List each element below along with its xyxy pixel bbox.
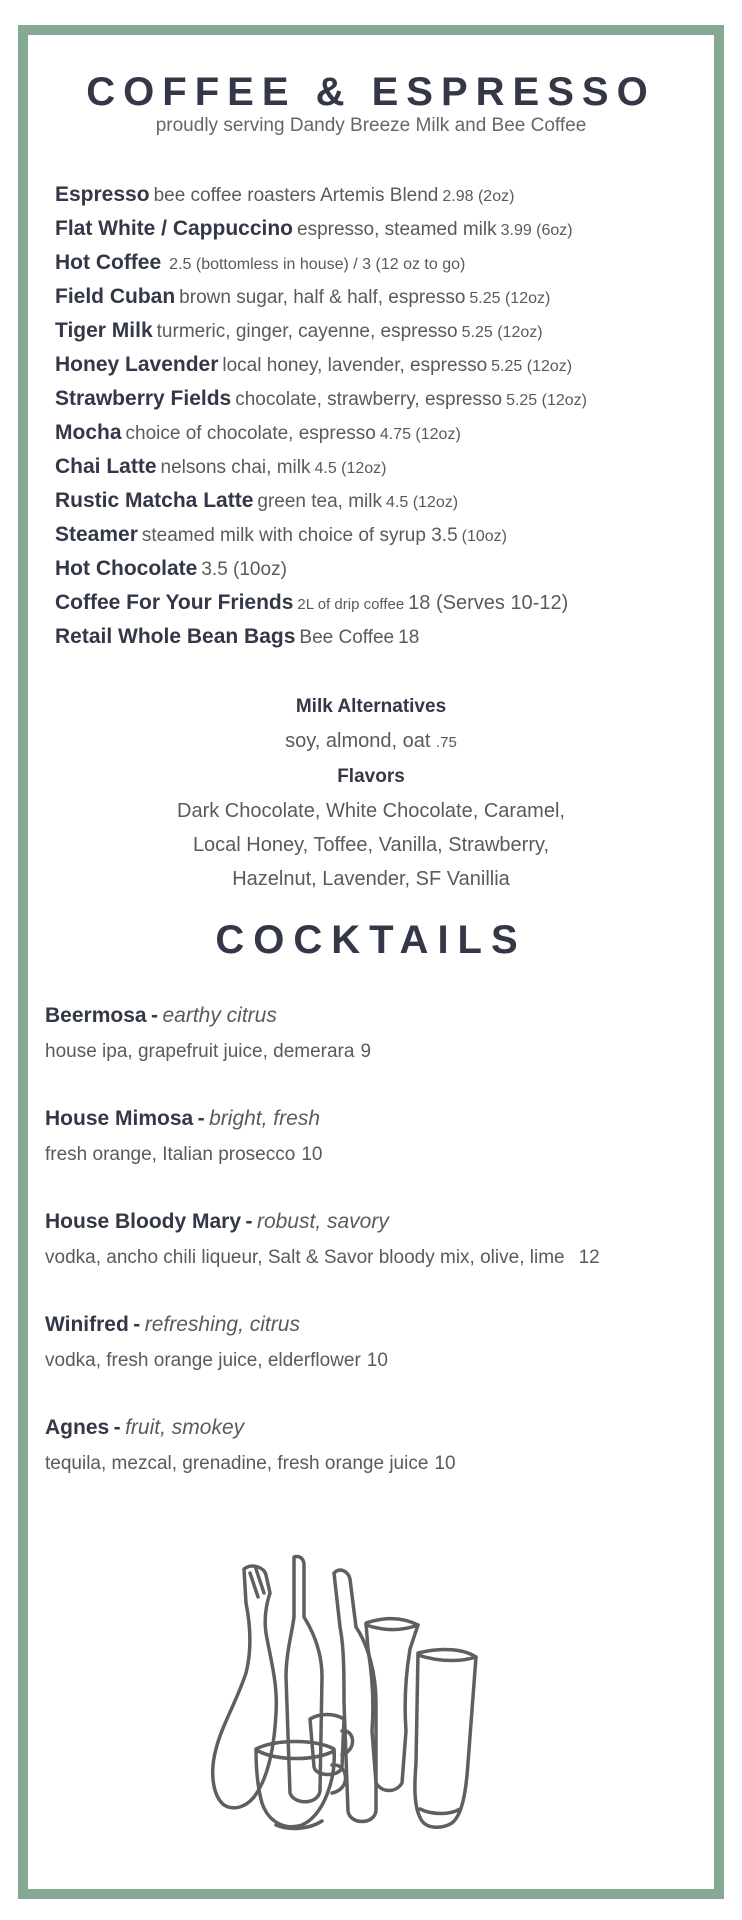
cocktail-header	[45, 998, 694, 1035]
cocktail-tagline: fruit, smokey	[125, 1416, 245, 1439]
cocktail-header	[45, 1101, 694, 1138]
cocktail-header	[45, 1204, 694, 1241]
cocktail-ingredients-line	[45, 1241, 605, 1275]
item-price: 18 (Serves 10-12)	[408, 592, 569, 614]
menu-item-strawberry-fields	[55, 382, 704, 416]
tall-bottle	[286, 1556, 322, 1801]
menu-item-espresso	[55, 178, 704, 212]
cocktail-winifred	[45, 1307, 694, 1378]
menu-frame	[18, 25, 724, 1899]
item-description: bee coffee roasters Artemis Blend	[153, 185, 439, 206]
item-price: 5.25 (12oz)	[469, 290, 551, 307]
menu-item-honey-lavender	[55, 348, 704, 382]
item-name: Coffee For Your Friends	[55, 591, 294, 614]
item-name: Hot Coffee	[55, 251, 162, 274]
cocktail-ingredients: house ipa, grapefruit juice, demerara	[45, 1041, 355, 1062]
item-price: 5.25 (12oz)	[506, 392, 587, 409]
cocktail-ingredients-line	[45, 1344, 605, 1378]
item-description: choice of chocolate, espresso	[125, 423, 376, 444]
cocktail-house-bloody-mary	[45, 1204, 694, 1275]
item-description: steamed milk with choice of syrup 3.5	[141, 525, 458, 546]
item-price: 5.25 (12oz)	[491, 358, 573, 375]
menu-item-retail-whole-bean-bags	[55, 620, 704, 654]
item-name: Steamer	[55, 523, 138, 546]
menu-item-coffee-for-your-friends	[55, 586, 704, 620]
cocktail-tagline: earthy citrus	[162, 1004, 277, 1027]
cocktail-price: 12	[578, 1247, 600, 1268]
item-description: Bee Coffee	[299, 627, 395, 648]
item-name: Espresso	[55, 183, 150, 206]
item-description: nelsons chai, milk	[160, 457, 311, 478]
item-description: brown sugar, half & half, espresso	[179, 287, 466, 308]
cocktail-ingredients: tequila, mezcal, grenadine, fresh orange juice	[45, 1453, 429, 1474]
menu-item-hot-coffee	[55, 246, 704, 280]
cocktail-menu-list	[45, 998, 694, 1513]
cocktail-header	[45, 1410, 694, 1447]
coffee-section-subtitle: proudly serving Dandy Breeze Milk and Bee Coffee	[155, 115, 587, 136]
cocktail-ingredients: fresh orange, Italian prosecco	[45, 1144, 296, 1165]
item-name: Tiger Milk	[55, 319, 153, 342]
cocktail-agnes	[45, 1410, 694, 1481]
bottles-and-glasses-illustration	[206, 1553, 536, 1843]
pint-glass	[415, 1650, 476, 1828]
item-price: 3.99 (6oz)	[500, 222, 573, 239]
cocktail-ingredients-line	[45, 1447, 605, 1481]
cocktail-tagline: bright, fresh	[209, 1107, 320, 1130]
item-price: 4.75 (12oz)	[379, 426, 461, 443]
milk-alternatives-options	[28, 724, 714, 760]
cocktail-ingredients: vodka, fresh orange juice, elderflower	[45, 1350, 361, 1371]
menu-item-chai-latte	[55, 450, 704, 484]
menu-item-field-cuban	[55, 280, 704, 314]
leaning-bottle	[334, 1570, 376, 1821]
cocktail-name: House Mimosa	[45, 1107, 194, 1130]
menu-item-tiger-milk	[55, 314, 704, 348]
cocktail-price: 10	[434, 1453, 456, 1474]
milk-alternatives-heading: Milk Alternatives	[295, 696, 447, 717]
coffee-section-title: COFFEE & ESPRESSO	[86, 70, 656, 114]
milk-alternatives-price: .75	[435, 734, 457, 751]
tall-glass-rim	[366, 1625, 418, 1630]
item-description: 2L of drip coffee	[297, 596, 405, 613]
item-name: Honey Lavender	[55, 353, 219, 376]
cocktail-dash: -	[197, 1107, 205, 1130]
cocktail-beermosa	[45, 998, 694, 1069]
pint-glass-rim	[418, 1655, 476, 1661]
milk-options-text: soy, almond, oat	[285, 730, 431, 752]
item-description: espresso, steamed milk	[297, 219, 497, 240]
cocktail-ingredients-line	[45, 1035, 605, 1069]
item-name: Flat White / Cappuccino	[55, 217, 294, 240]
cocktail-ingredients-line	[45, 1138, 605, 1172]
pint-glass-base	[420, 1809, 460, 1814]
flavors-line: Hazelnut, Lavender, SF Vanillia	[232, 868, 510, 890]
cocktail-house-mimosa	[45, 1101, 694, 1172]
cocktail-price: 10	[301, 1144, 323, 1165]
item-name: Chai Latte	[55, 455, 157, 478]
gourd-bottle	[213, 1566, 277, 1808]
item-description: chocolate, strawberry, espresso	[235, 389, 503, 410]
item-name: Rustic Matcha Latte	[55, 489, 254, 512]
cocktail-price: 10	[366, 1350, 388, 1371]
menu-item-hot-chocolate	[55, 552, 704, 586]
menu-item-rustic-matcha-latte	[55, 484, 704, 518]
cocktail-name: Agnes	[45, 1416, 110, 1439]
item-description: turmeric, ginger, cayenne, espresso	[156, 321, 458, 342]
flavors-heading: Flavors	[337, 766, 405, 787]
gourd-spout-line	[250, 1569, 264, 1597]
item-description: 3.5 (10oz)	[201, 559, 287, 580]
coffee-menu-list	[55, 178, 704, 654]
item-price: 2.98 (2oz)	[442, 188, 515, 205]
menu-item-steamer	[55, 518, 704, 552]
cocktail-name: Beermosa	[45, 1004, 147, 1027]
cocktail-tagline: refreshing, citrus	[144, 1313, 300, 1336]
item-name: Field Cuban	[55, 285, 176, 308]
item-name: Hot Chocolate	[55, 557, 198, 580]
item-price: (10oz)	[461, 528, 507, 545]
item-price: 5.25 (12oz)	[461, 324, 543, 341]
item-price: 2.5 (bottomless in house) / 3 (12 oz to go)	[169, 256, 466, 273]
cocktail-dash: -	[151, 1004, 159, 1027]
item-name: Retail Whole Bean Bags	[55, 625, 296, 648]
menu-item-flat-white	[55, 212, 704, 246]
item-name: Strawberry Fields	[55, 387, 232, 410]
cocktail-name: Winifred	[45, 1313, 129, 1336]
cocktail-name: House Bloody Mary	[45, 1210, 242, 1233]
cocktail-ingredients: vodka, ancho chili liqueur, Salt & Savor bloody mix, olive, lime	[45, 1247, 565, 1268]
cocktail-dash: -	[133, 1313, 141, 1336]
menu-item-mocha	[55, 416, 704, 450]
add-ons-section	[28, 690, 714, 896]
flavors-line: Dark Chocolate, White Chocolate, Caramel,	[177, 800, 565, 822]
item-price: 18	[398, 627, 420, 648]
flavors-line: Local Honey, Toffee, Vanilla, Strawberry,	[192, 834, 550, 856]
cocktail-tagline: robust, savory	[256, 1210, 389, 1233]
cocktail-dash: -	[245, 1210, 253, 1233]
cocktail-dash: -	[113, 1416, 121, 1439]
item-description: local honey, lavender, espresso	[222, 355, 488, 376]
item-price: 4.5 (12oz)	[314, 460, 387, 477]
cocktail-price: 9	[360, 1041, 372, 1062]
tall-glass	[366, 1619, 418, 1791]
cocktail-header	[45, 1307, 694, 1344]
item-name: Mocha	[55, 421, 122, 444]
item-description: green tea, milk	[257, 491, 382, 512]
item-price: 4.5 (12oz)	[386, 494, 459, 511]
cocktails-section-title: COCKTAILS	[215, 918, 527, 962]
